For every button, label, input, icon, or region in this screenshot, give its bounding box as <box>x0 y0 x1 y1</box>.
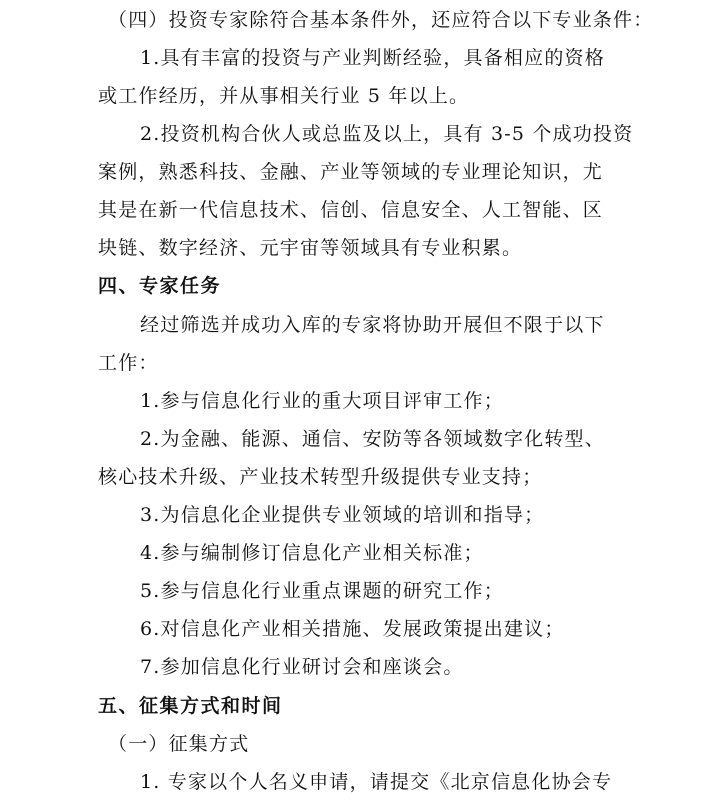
paragraph-line: 其是在新一代信息技术、信创、信息安全、人工智能、区 <box>98 199 604 221</box>
paragraph-line: 案例，熟悉科技、金融、产业等领域的专业理论知识，尤 <box>98 161 604 183</box>
section-heading-collection-method: 五、征集方式和时间 <box>98 695 283 717</box>
paragraph-line: 或工作经历，并从事相关行业 5 年以上。 <box>98 85 470 107</box>
list-item: 5.参与信息化行业重点课题的研究工作； <box>140 580 504 602</box>
section-heading-expert-tasks: 四、专家任务 <box>98 275 222 297</box>
list-item: 3.为信息化企业提供专业领域的培训和指导； <box>140 504 545 526</box>
list-item: 1. 专家以个人名义申请，请提交《北京信息化协会专 <box>140 771 613 793</box>
paragraph-line: 块链、数字经济、元宇宙等领域具有专业积累。 <box>98 237 523 259</box>
list-item: 6.对信息化产业相关措施、发展政策提出建议； <box>140 618 565 640</box>
paragraph-line: 1.具有丰富的投资与产业判断经验，具备相应的资格 <box>140 47 605 69</box>
paragraph-line: 经过筛选并成功入库的专家将协助开展但不限于以下 <box>140 314 605 336</box>
subsection-heading-collection-method: （一）征集方式 <box>108 733 250 755</box>
list-item: 2.为金融、能源、通信、安防等各领域数字化转型、 <box>140 428 605 450</box>
list-item: 7.参加信息化行业研讨会和座谈会。 <box>140 656 464 678</box>
subsection-heading-investment-conditions: （四）投资专家除符合基本条件外，还应符合以下专业条件： <box>108 9 654 31</box>
paragraph-line: 核心技术升级、产业技术转型升级提供专业支持； <box>98 466 543 488</box>
paragraph-line: 工作： <box>98 352 159 374</box>
list-item: 4.参与编制修订信息化产业相关标准； <box>140 542 484 564</box>
paragraph-line: 2.投资机构合伙人或总监及以上，具有 3-5 个成功投资 <box>140 123 634 145</box>
list-item: 1.参与信息化行业的重大项目评审工作； <box>140 390 504 412</box>
